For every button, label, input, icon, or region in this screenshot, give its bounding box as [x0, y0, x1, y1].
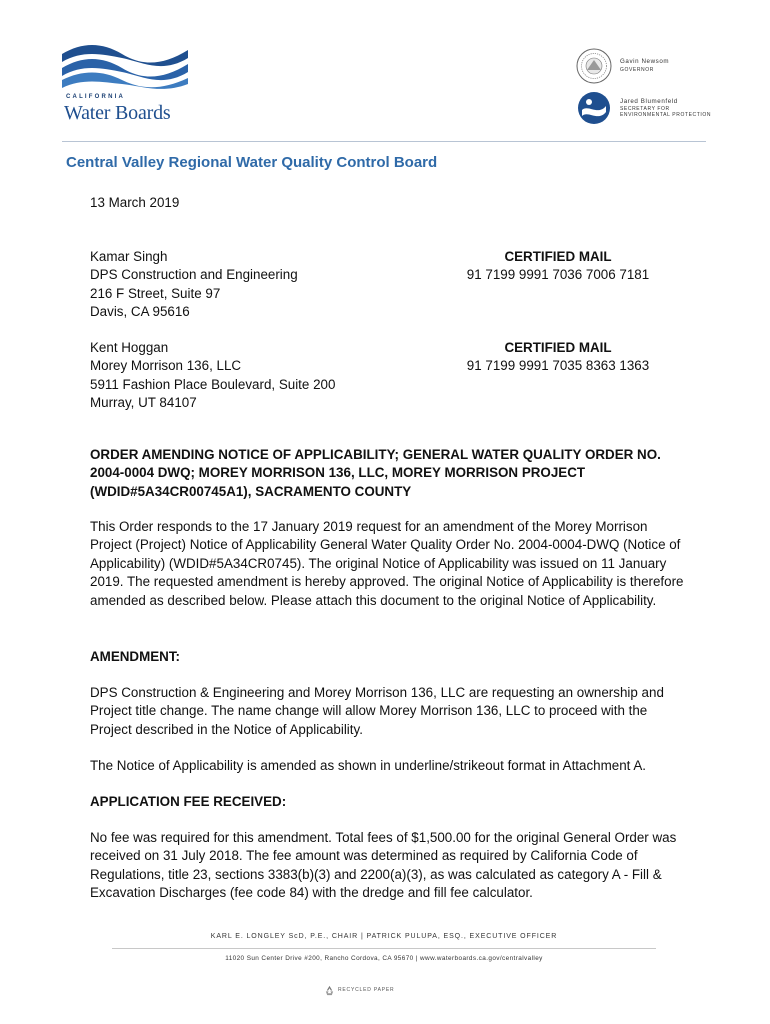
- certified-mail-1: [448, 248, 668, 285]
- governor-title: GOVERNOR: [620, 67, 654, 73]
- header-divider: [62, 141, 706, 142]
- calepa-logo-icon: [576, 90, 612, 126]
- logo-water-boards-label: Water Boards: [64, 102, 171, 124]
- certified-mail-label: CERTIFIED MAIL: [504, 249, 612, 264]
- address-line: 216 F Street, Suite 97: [90, 285, 221, 301]
- recycle-icon: [324, 985, 335, 996]
- address-line: Kamar Singh: [90, 249, 168, 264]
- board-title: Central Valley Regional Water Quality Control Board: [66, 154, 438, 171]
- recipient-address-2: [90, 339, 335, 413]
- address-line: Davis, CA 95616: [90, 304, 190, 320]
- footer-officers: KARL E. LONGLEY ScD, P.E., CHAIR | PATRICK PULUPA, ESQ., EXECUTIVE OFFICER: [210, 933, 558, 940]
- address-line: Murray, UT 84107: [90, 395, 197, 411]
- california-state-seal-icon: [576, 48, 612, 84]
- governor-name: Gavin Newsom: [620, 58, 670, 65]
- intro-paragraph: This Order responds to the 17 January 2019 request for an amendment of the Morey Morrison Project (Project) Notice of Applicability General Water Quality Order No. 2004-0004-DWQ (Notice of Applicability) (WDID#5A34CR0745). The original Notice of Applicability was issued on 11 January 2019. The requested amendment is hereby approved. The original Notice of Applicability is therefore amended as described below. Please attach this document to the original Notice of Applicability.: [90, 519, 684, 608]
- amendment-heading: AMENDMENT:: [90, 649, 181, 664]
- amendment-note: The Notice of Applicability is amended as shown in underline/strikeout format in Attachment A.: [90, 758, 647, 773]
- secretary-name: Jared Blumenfeld: [620, 98, 678, 105]
- amendment-paragraph: DPS Construction & Engineering and Morey Morrison 136, LLC are requesting an ownership and Project title change. The name change will allow Morey Morrison 136, LLC to proceed with the Project described in the Notice of Applicability.: [90, 685, 664, 737]
- recycled-paper-label: RECYCLED PAPER: [338, 987, 395, 993]
- address-line: Morey Morrison 136, LLC: [90, 358, 242, 374]
- water-waves-logo-icon: [62, 44, 190, 92]
- certified-mail-number: 91 7199 9991 7036 7006 7181: [466, 267, 650, 283]
- secretary-title-line-1: SECRETARY FOR: [620, 106, 670, 112]
- recipient-address-1: [90, 248, 298, 322]
- fee-paragraph: No fee was required for this amendment. Total fees of $1,500.00 for the original General Order was received on 31 July 2018. The fee amount was determined as required by California Code of Regulations, title 23, sections 3383(b)(3) and 2200(a)(3), as was calculated as category A - Fill & Excavation Discharges (fee code 84) with the dredge and fill fee calculator.: [90, 830, 677, 901]
- address-line: DPS Construction and Engineering: [90, 267, 298, 283]
- certified-mail-2: [448, 339, 668, 376]
- address-line: Kent Hoggan: [90, 340, 169, 355]
- letter-date: 13 March 2019: [90, 195, 180, 210]
- footer-divider: [112, 948, 656, 949]
- water-boards-logo: [62, 44, 192, 128]
- fee-heading: APPLICATION FEE RECEIVED:: [90, 794, 287, 809]
- certified-mail-label: CERTIFIED MAIL: [504, 340, 612, 355]
- address-line: 5911 Fashion Place Boulevard, Suite 200: [90, 376, 336, 392]
- recycled-paper-mark: [320, 985, 450, 997]
- footer-address: 11020 Sun Center Drive #200, Rancho Cordova, CA 95670 | www.waterboards.ca.gov/centralvalley: [225, 955, 543, 962]
- certified-mail-number: 91 7199 9991 7035 8363 1363: [466, 358, 650, 374]
- letter-subject: ORDER AMENDING NOTICE OF APPLICABILITY; GENERAL WATER QUALITY ORDER NO. 2004-0004 DWQ; MOREY MORRISON 136, LLC, MOREY MORRISON PROJECT (WDID#5A34CR00745A1), SACRAMENTO COUNTY: [90, 447, 661, 499]
- logo-california-label: CALIFORNIA: [66, 94, 125, 100]
- officials-block: [576, 48, 736, 128]
- secretary-title-line-2: ENVIRONMENTAL PROTECTION: [620, 112, 712, 118]
